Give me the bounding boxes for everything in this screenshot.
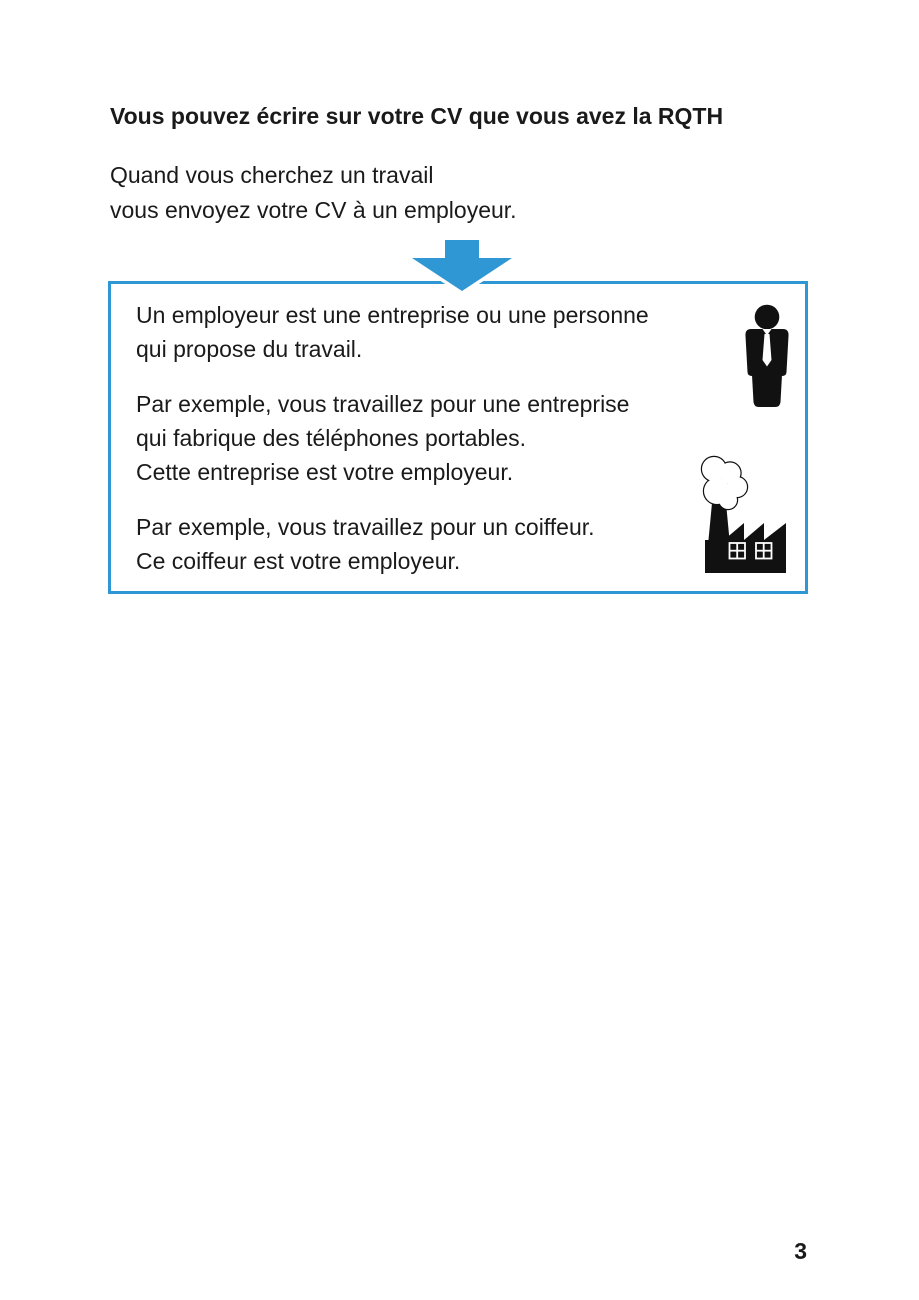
- intro-line-2: vous envoyez votre CV à un employeur.: [110, 197, 517, 223]
- intro-paragraph: [110, 158, 517, 228]
- factory-icon: [690, 453, 800, 578]
- smoke-cloud: [702, 457, 747, 509]
- box-line: Un employeur est une entreprise ou une personne: [136, 302, 649, 328]
- box-line: qui propose du travail.: [136, 336, 363, 362]
- box-line: qui fabrique des téléphones portables.: [136, 425, 527, 451]
- businessman-icon: [742, 304, 792, 412]
- page-title: Vous pouvez écrire sur votre CV que vous avez la RQTH: [110, 103, 724, 129]
- page-number: 3: [794, 1238, 807, 1264]
- box-line: Cette entreprise est votre employeur.: [136, 459, 514, 485]
- box-line: Ce coiffeur est votre employeur.: [136, 548, 461, 574]
- box-paragraph-definition: [136, 298, 805, 366]
- intro-line-1: Quand vous cherchez un travail: [110, 162, 434, 188]
- box-line: Par exemple, vous travaillez pour un coiffeur.: [136, 514, 595, 540]
- down-arrow-icon: [404, 234, 520, 298]
- box-line: Par exemple, vous travaillez pour une entreprise: [136, 391, 630, 417]
